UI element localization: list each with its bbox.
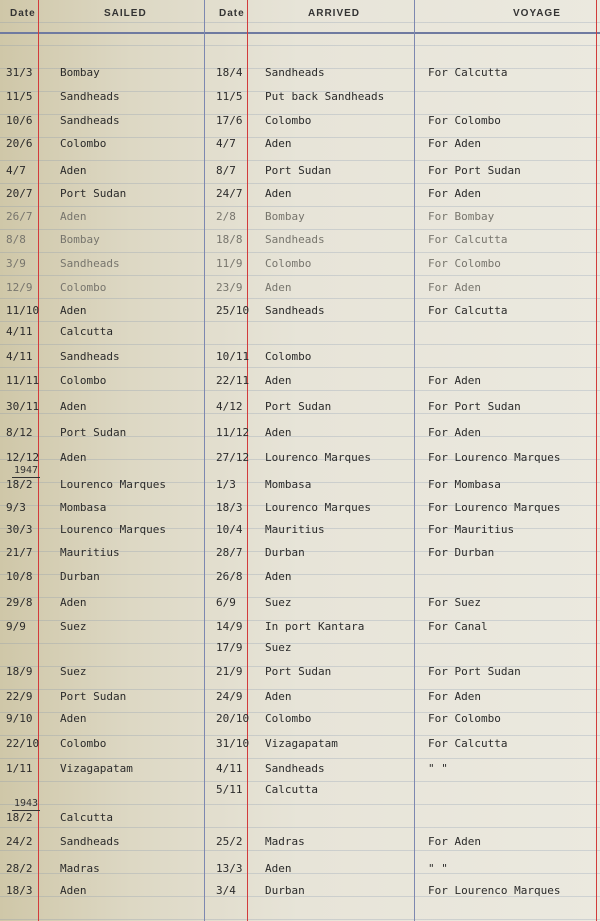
sailed-date: 4/7 — [6, 164, 26, 177]
arrived-port: Port Sudan — [265, 164, 332, 177]
voyage: For Canal — [428, 620, 488, 633]
arrived-port: In port Kantara — [265, 620, 365, 633]
arrived-port: Aden — [265, 570, 292, 583]
sailed-date: 3/9 — [6, 257, 26, 270]
sailed-port: Durban — [60, 570, 100, 583]
sailed-port: Aden — [60, 451, 87, 464]
voyage: For Suez — [428, 596, 481, 609]
year-marker: 1947 — [14, 465, 39, 476]
sailed-date: 30/3 — [6, 523, 33, 536]
table-row — [0, 210, 600, 232]
arrived-port: Sandheads — [265, 66, 325, 79]
sailed-port: Aden — [60, 164, 87, 177]
sailed-port: Port Sudan — [60, 187, 127, 200]
arrived-port: Durban — [265, 884, 305, 897]
sailed-date: 9/9 — [6, 620, 26, 633]
arrived-date: 27/12 — [216, 451, 250, 464]
arrived-date: 25/10 — [216, 304, 250, 317]
arrived-port: Calcutta — [265, 783, 318, 796]
voyage: For Aden — [428, 426, 481, 439]
sailed-port: Port Sudan — [60, 690, 127, 703]
arrived-port: Port Sudan — [265, 665, 332, 678]
arrived-date: 4/7 — [216, 137, 236, 150]
voyage: For Mombasa — [428, 478, 501, 491]
table-row — [0, 350, 600, 372]
sailed-port: Lourenco Marques — [60, 523, 166, 536]
year-marker: 1943 — [14, 798, 39, 809]
sailed-date: 21/7 — [6, 546, 33, 559]
arrived-port: Aden — [265, 426, 292, 439]
sailed-port: Aden — [60, 400, 87, 413]
sailed-date: 9/3 — [6, 501, 26, 514]
header-sailed: SAILED — [104, 8, 147, 19]
sailed-port: Bombay — [60, 233, 100, 246]
arrived-date: 23/9 — [216, 281, 243, 294]
table-row — [0, 374, 600, 396]
arrived-date: 10/11 — [216, 350, 250, 363]
sailed-port: Vizagapatam — [60, 762, 133, 775]
table-row — [0, 737, 600, 759]
arrived-port: Colombo — [265, 257, 312, 270]
table-row — [0, 546, 600, 568]
sailed-port: Bombay — [60, 66, 100, 79]
sailed-date: 10/8 — [6, 570, 33, 583]
table-row — [0, 835, 600, 857]
arrived-date: 2/8 — [216, 210, 236, 223]
arrived-date: 14/9 — [216, 620, 243, 633]
voyage: For Aden — [428, 835, 481, 848]
table-row — [0, 90, 600, 112]
header-arrived: ARRIVED — [308, 8, 361, 19]
voyage: For Port Sudan — [428, 400, 521, 413]
arrived-date: 4/12 — [216, 400, 243, 413]
sailed-port: Sandheads — [60, 835, 120, 848]
voyage: For Colombo — [428, 712, 501, 725]
arrived-port: Aden — [265, 374, 292, 387]
arrived-date: 18/4 — [216, 66, 243, 79]
arrived-date: 17/6 — [216, 114, 243, 127]
sailed-port: Aden — [60, 304, 87, 317]
arrived-port: Put back Sandheads — [265, 90, 385, 103]
sailed-date: 26/7 — [6, 210, 33, 223]
sailed-port: Calcutta — [60, 325, 113, 338]
arrived-port: Bombay — [265, 210, 305, 223]
voyage: For Colombo — [428, 114, 501, 127]
arrived-port: Lourenco Marques — [265, 501, 371, 514]
header-voyage: VOYAGE — [513, 8, 561, 19]
table-row — [0, 811, 600, 833]
arrived-date: 11/5 — [216, 90, 243, 103]
sailed-date: 18/2 — [6, 478, 33, 491]
table-row — [0, 451, 600, 473]
sailed-port: Aden — [60, 596, 87, 609]
sailed-port: Mauritius — [60, 546, 120, 559]
voyage: For Lourenco Marques — [428, 884, 561, 897]
voyage: For Aden — [428, 690, 481, 703]
table-row — [0, 233, 600, 255]
sailed-port: Suez — [60, 665, 87, 678]
voyage: For Aden — [428, 374, 481, 387]
sailed-date: 8/12 — [6, 426, 33, 439]
table-row — [0, 665, 600, 687]
sailed-port: Sandheads — [60, 350, 120, 363]
arrived-port: Colombo — [265, 350, 312, 363]
arrived-date: 5/11 — [216, 783, 243, 796]
arrived-date: 24/9 — [216, 690, 243, 703]
table-row — [0, 570, 600, 592]
table-row — [0, 596, 600, 618]
sailed-date: 20/6 — [6, 137, 33, 150]
arrived-date: 18/8 — [216, 233, 243, 246]
arrived-date: 4/11 — [216, 762, 243, 775]
voyage: For Aden — [428, 187, 481, 200]
table-row — [0, 325, 600, 347]
sailed-port: Calcutta — [60, 811, 113, 824]
sailed-date: 12/9 — [6, 281, 33, 294]
arrived-port: Aden — [265, 187, 292, 200]
table-row — [0, 187, 600, 209]
sailed-port: Colombo — [60, 737, 107, 750]
arrived-date: 24/7 — [216, 187, 243, 200]
sailed-port: Aden — [60, 884, 87, 897]
table-row — [0, 281, 600, 303]
sailed-date: 18/9 — [6, 665, 33, 678]
arrived-date: 17/9 — [216, 641, 243, 654]
sailed-date: 22/10 — [6, 737, 40, 750]
arrived-port: Mauritius — [265, 523, 325, 536]
voyage: For Port Sudan — [428, 665, 521, 678]
table-row — [0, 712, 600, 734]
arrived-date: 11/9 — [216, 257, 243, 270]
arrived-port: Aden — [265, 137, 292, 150]
arrived-date: 3/4 — [216, 884, 236, 897]
sailed-port: Madras — [60, 862, 100, 875]
table-row — [0, 426, 600, 448]
arrived-port: Mombasa — [265, 478, 312, 491]
sailed-date: 11/10 — [6, 304, 40, 317]
arrived-port: Colombo — [265, 114, 312, 127]
voyage: For Port Sudan — [428, 164, 521, 177]
voyage: For Aden — [428, 281, 481, 294]
arrived-date: 22/11 — [216, 374, 250, 387]
arrived-port: Durban — [265, 546, 305, 559]
table-row — [0, 137, 600, 159]
arrived-port: Sandheads — [265, 233, 325, 246]
table-row — [0, 783, 600, 805]
table-row — [0, 690, 600, 712]
arrived-port: Aden — [265, 862, 292, 875]
sailed-date: 8/8 — [6, 233, 26, 246]
table-row — [0, 862, 600, 884]
sailed-date: 20/7 — [6, 187, 33, 200]
voyage: For Lourenco Marques — [428, 451, 561, 464]
voyage: For Calcutta — [428, 66, 508, 79]
arrived-date: 10/4 — [216, 523, 243, 536]
table-row — [0, 114, 600, 136]
table-row — [0, 164, 600, 186]
sailed-date: 30/11 — [6, 400, 40, 413]
arrived-date: 13/3 — [216, 862, 243, 875]
table-row — [0, 641, 600, 663]
table-row — [0, 762, 600, 784]
sailed-date: 4/11 — [6, 350, 33, 363]
table-row — [0, 620, 600, 642]
sailed-port: Lourenco Marques — [60, 478, 166, 491]
arrived-date: 18/3 — [216, 501, 243, 514]
table-row — [0, 66, 600, 88]
arrived-date: 25/2 — [216, 835, 243, 848]
sailed-date: 31/3 — [6, 66, 33, 79]
header-date-sailed: Date — [10, 8, 36, 19]
table-row — [0, 478, 600, 500]
arrived-date: 20/10 — [216, 712, 250, 725]
sailed-port: Sandheads — [60, 257, 120, 270]
sailed-date: 18/2 — [6, 811, 33, 824]
table-header — [0, 0, 600, 34]
sailed-date: 9/10 — [6, 712, 33, 725]
table-row — [0, 257, 600, 279]
sailed-port: Mombasa — [60, 501, 107, 514]
table-row — [0, 304, 600, 326]
table-row — [0, 400, 600, 422]
arrived-date: 31/10 — [216, 737, 250, 750]
header-date-arrived: Date — [219, 8, 245, 19]
sailed-port: Colombo — [60, 374, 107, 387]
voyage: For Mauritius — [428, 523, 515, 536]
table-row — [0, 884, 600, 906]
sailed-date: 18/3 — [6, 884, 33, 897]
voyage: For Lourenco Marques — [428, 501, 561, 514]
voyage: " " — [428, 762, 448, 775]
sailed-date: 1/11 — [6, 762, 33, 775]
arrived-date: 6/9 — [216, 596, 236, 609]
sailed-date: 10/6 — [6, 114, 33, 127]
voyage: " " — [428, 862, 448, 875]
arrived-date: 21/9 — [216, 665, 243, 678]
arrived-date: 8/7 — [216, 164, 236, 177]
voyage: For Calcutta — [428, 304, 508, 317]
arrived-date: 1/3 — [216, 478, 236, 491]
arrived-port: Suez — [265, 596, 292, 609]
arrived-port: Suez — [265, 641, 292, 654]
voyage: For Durban — [428, 546, 495, 559]
arrived-port: Vizagapatam — [265, 737, 338, 750]
sailed-date: 22/9 — [6, 690, 33, 703]
arrived-port: Colombo — [265, 712, 312, 725]
table-row — [0, 523, 600, 545]
sailed-date: 12/12 — [6, 451, 40, 464]
arrived-port: Lourenco Marques — [265, 451, 371, 464]
sailed-port: Aden — [60, 210, 87, 223]
sailed-port: Colombo — [60, 137, 107, 150]
sailed-port: Port Sudan — [60, 426, 127, 439]
arrived-port: Aden — [265, 690, 292, 703]
arrived-date: 11/12 — [216, 426, 250, 439]
sailed-date: 4/11 — [6, 325, 33, 338]
sailed-port: Aden — [60, 712, 87, 725]
voyage: For Calcutta — [428, 737, 508, 750]
voyage: For Aden — [428, 137, 481, 150]
arrived-port: Port Sudan — [265, 400, 332, 413]
arrived-date: 26/8 — [216, 570, 243, 583]
table-row — [0, 501, 600, 523]
sailed-port: Sandheads — [60, 90, 120, 103]
sailed-port: Colombo — [60, 281, 107, 294]
sailed-date: 11/11 — [6, 374, 40, 387]
voyage: For Calcutta — [428, 233, 508, 246]
arrived-date: 28/7 — [216, 546, 243, 559]
arrived-port: Aden — [265, 281, 292, 294]
sailed-date: 29/8 — [6, 596, 33, 609]
sailed-date: 24/2 — [6, 835, 33, 848]
sailed-date: 28/2 — [6, 862, 33, 875]
arrived-port: Sandheads — [265, 304, 325, 317]
sailed-port: Sandheads — [60, 114, 120, 127]
voyage: For Bombay — [428, 210, 495, 223]
arrived-port: Madras — [265, 835, 305, 848]
voyage: For Colombo — [428, 257, 501, 270]
arrived-port: Sandheads — [265, 762, 325, 775]
sailed-port: Suez — [60, 620, 87, 633]
sailed-date: 11/5 — [6, 90, 33, 103]
